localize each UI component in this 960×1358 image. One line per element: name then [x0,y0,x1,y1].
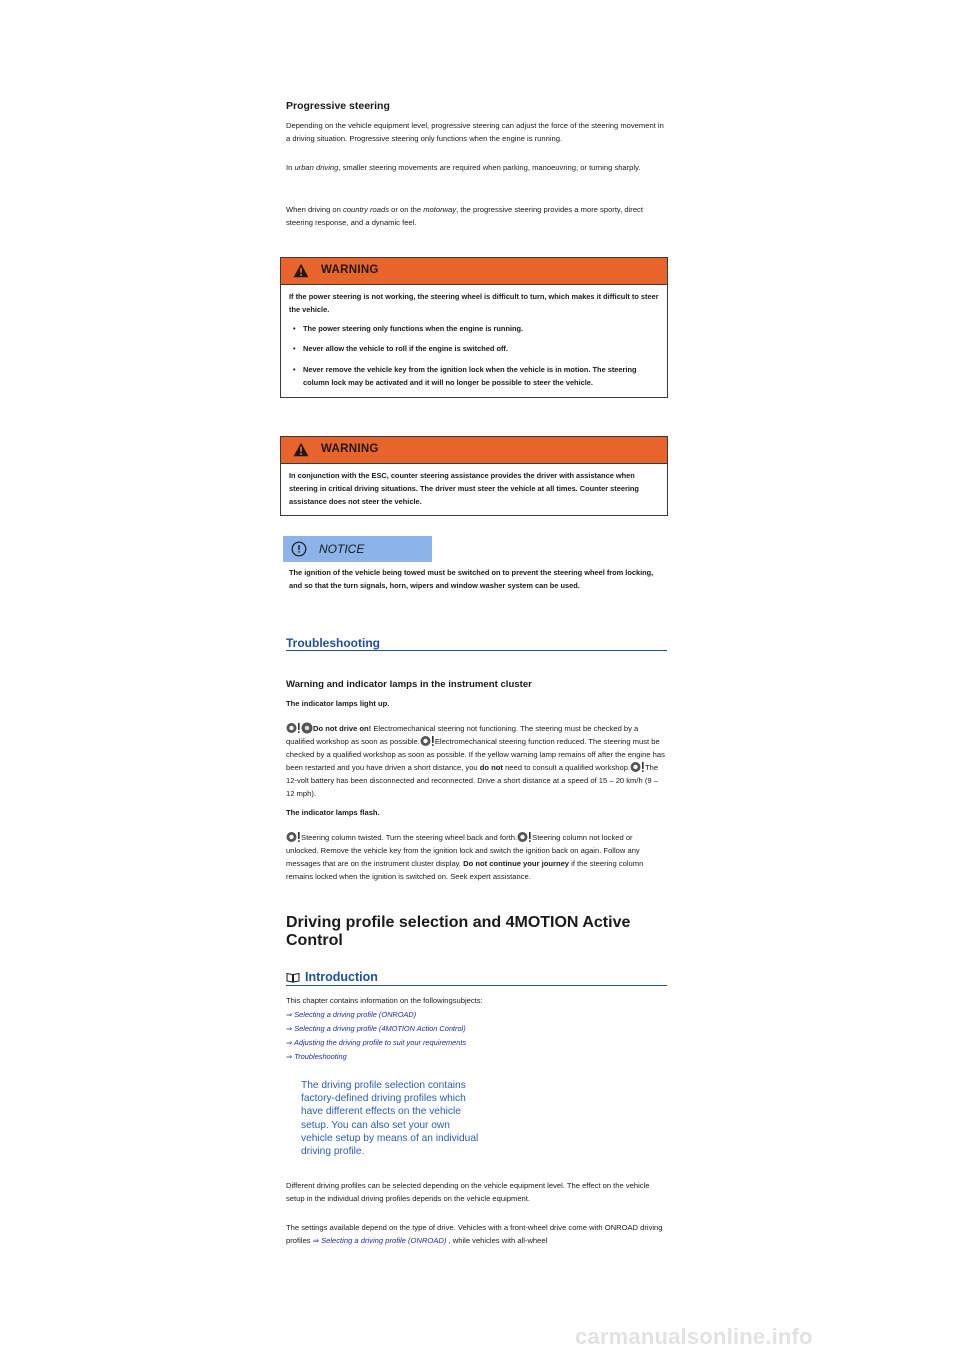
chapter-links [286,1008,667,1064]
warning-header [281,258,667,285]
steering-warning-icon [286,722,301,734]
lamps-flash-text: Steering column twisted. Turn the steering wheel back and forth. Steering column not locked or unlocked. Remove the vehicle key from the ignition lock and switch the ignition back on again. Follow any messages that are on the instrument cluster display. Do not continue your journey if the steering column remains locked when the ignition is switched on. Seek expert assistance. [286,833,644,881]
lamps-light-up-label: The indicator lamps light up. [286,699,390,708]
warning-label: WARNING [321,264,379,276]
progressive-p1: Depending on the vehicle equipment level, progressive steering can adjust the force of the steering movement in a driving situation. Progressive steering only functions when the engine is running. [286,121,664,143]
steering-warning-icon [420,735,435,747]
notice-text: The ignition of the vehicle being towed must be switched on to prevent the steering wheel from locking, and so that the turn signals, horn, wipers and window washer system can be used. [289,568,654,590]
book-icon [286,972,300,983]
introduction-heading: Introduction [286,969,667,986]
profiles-p2: The settings available depend on the type of drive. Vehicles with a front-wheel drive come with ONROAD driving profiles ⇒ Selecting a driving profile (ONROAD) , while vehicles with all-wheel [286,1223,663,1245]
warning-label: WARNING [321,443,379,455]
warning-list-item: • The power steering only functions when the engine is running. [289,323,659,336]
link-4motion[interactable]: ⇒ Selecting a driving profile (4MOTION Action Control) [286,1024,466,1033]
troubleshooting-heading: Troubleshooting [286,636,667,651]
steering-warning-icon [517,831,532,843]
progressive-p3: When driving on country roads or on the motorway, the progressive steering provides a more sporty, direct steering response, and a dynamic feel. [286,205,643,227]
warning-box-power-steering [280,257,668,398]
lamps-light-up-text: Do not drive on! Electromechanical steering not functioning. The steering must be checked by a qualified workshop as soon as possible. Electromechanical steering function reduced. The steering must be checked by a qualified workshop as soon as possible. If the yellow warning lamp remains off after the engine has been restarted and you have driven a short distance, you do not need to consult a qualified workshop. The 12-volt battery has been disconnected and reconnected. Drive a short distance at a speed of 15 – 20 km/h (9 – 12 mph). [286,724,665,798]
warning-intro: If the power steering is not working, the steering wheel is difficult to turn, which makes it difficult to steer the vehicle. [289,292,659,314]
lamps-flash-label: The indicator lamps flash. [286,808,380,817]
warning-triangle-icon [293,263,309,278]
watermark: carmanualsonline.info [575,1324,813,1349]
warning-body: In conjunction with the ESC, counter steering assistance provides the driver with assistance when steering in critical driving situations. The driver must steer the vehicle at all times. Counter steering assistance does not steer the vehicle. [289,471,639,506]
steering-warning-icon [301,722,313,734]
warning-box-counter-steering [280,436,668,516]
warning-triangle-icon [293,442,309,457]
steering-warning-icon [630,761,645,773]
warning-list-item: • Never remove the vehicle key from the ignition lock when the vehicle is in motion. The steering column lock may be activated and it will no longer be possible to steer the vehicle. [289,364,659,390]
inline-link-onroad[interactable]: ⇒ Selecting a driving profile (ONROAD) [312,1236,447,1245]
notice-label: NOTICE [319,542,365,556]
progressive-steering-title: Progressive steering [286,100,390,112]
steering-warning-icon [286,831,301,843]
link-onroad[interactable]: ⇒ Selecting a driving profile (ONROAD) [286,1010,417,1019]
link-adjust-profile[interactable]: ⇒ Adjusting the driving profile to suit your requirements [286,1038,467,1047]
callout-text: The driving profile selection contains factory-defined driving profiles which have different effects on the vehicle setup. You can also set your own vehicle setup by means of an individual driving profile. [301,1080,479,1158]
notice-header [283,536,432,562]
chapter-title: Driving profile selection and 4MOTION Active Control [286,914,631,949]
warning-list-item: • Never allow the vehicle to roll if the engine is switched off. [289,343,659,356]
warning-body [281,285,667,397]
warning-list [289,323,659,390]
chapter-intro-text: This chapter contains information on the followingsubjects: [286,996,483,1005]
profiles-p1: Different driving profiles can be selected depending on the vehicle equipment level. The effect on the vehicle setup in the individual driving profiles depends on the vehicle equipment. [286,1181,650,1203]
progressive-p2: In urban driving, smaller steering movements are required when parking, manoeuvring, or turning sharply. [286,163,641,172]
indicator-lamps-title: Warning and indicator lamps in the instrument cluster [286,679,532,690]
exclamation-circle-icon [291,541,307,557]
link-troubleshooting[interactable]: ⇒ Troubleshooting [286,1052,347,1061]
warning-header [281,437,667,464]
